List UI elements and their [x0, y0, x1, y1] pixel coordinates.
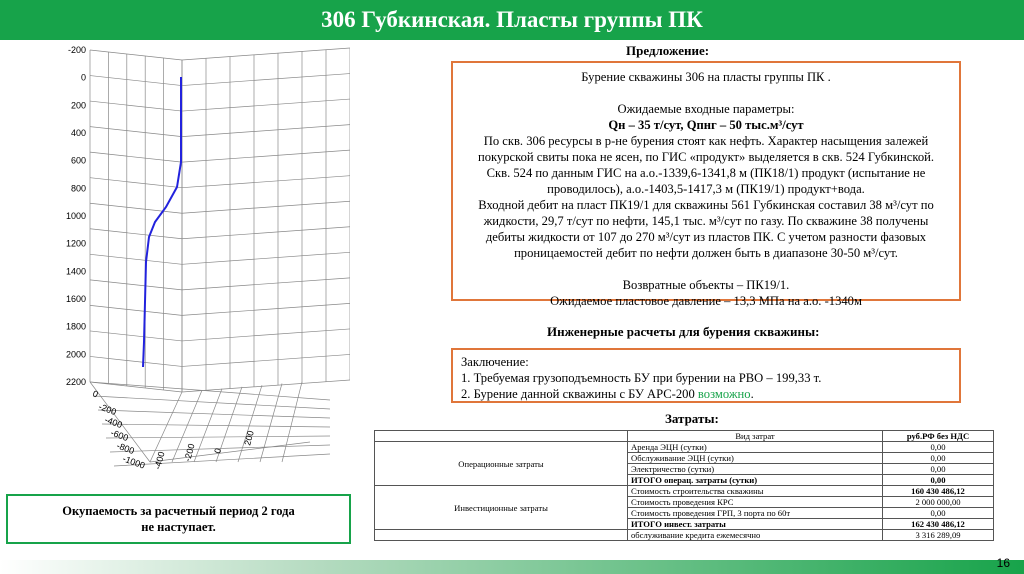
- operational-rows: [375, 442, 994, 486]
- grid-line: [282, 382, 302, 462]
- table-row: [375, 486, 994, 497]
- proposal-line: По скв. 306 ресурсы в р-не бурения стоят как нефть. Характер насыщения залежей: [483, 134, 929, 148]
- grid-line: [182, 303, 350, 315]
- costs-heading: Затраты:: [665, 411, 719, 426]
- cost-value: 0,00: [883, 464, 994, 475]
- z-tick-label: -200: [67, 45, 86, 55]
- z-tick-label: 600: [70, 155, 86, 166]
- col-value-header: руб.РФ без НДС: [883, 431, 994, 442]
- grid-line: [182, 74, 350, 86]
- grid-line: [182, 329, 350, 341]
- cost-value: 160 430 486,12: [883, 486, 994, 497]
- cost-name: ИТОГО операц. затраты (сутки): [628, 475, 883, 486]
- grid-line: [90, 254, 182, 264]
- cost-value: 2 000 000,00: [883, 497, 994, 508]
- table-header-row: [375, 431, 994, 442]
- table-row: [375, 530, 994, 541]
- cost-group-label: Инвестиционные затраты: [375, 486, 628, 530]
- grid-line: [90, 305, 182, 315]
- grid-line: [182, 150, 350, 162]
- grid-line: [90, 280, 182, 290]
- payback-line-2: не наступает.: [141, 520, 216, 534]
- grid-line: [90, 152, 182, 162]
- conclusion-box: [451, 348, 961, 403]
- cost-name: Обслуживание ЭЦН (сутки): [628, 453, 883, 464]
- conclusion-label: Заключение:: [461, 355, 529, 369]
- x-tick-label: -800: [115, 440, 136, 457]
- conclusion-item-2: [461, 386, 951, 402]
- cost-value: 0,00: [883, 475, 994, 486]
- costs-table: [374, 430, 994, 541]
- table-row: [375, 442, 994, 453]
- possible-highlight: возможно: [697, 387, 751, 401]
- z-tick-label: 800: [70, 183, 86, 194]
- footer-bar: [0, 560, 1024, 574]
- x-tick-label: -400: [103, 414, 124, 431]
- grid-line: [182, 252, 350, 264]
- grid-line: [182, 354, 350, 366]
- loan-value: 3 316 289,09: [883, 530, 994, 541]
- proposal-line: Ожидаемое пластовое давление – 13,3 МПа на а.о. -1340м: [550, 294, 862, 308]
- conclusion-item-2-text: 2. Бурение данной скважины с БУ АРС-200: [461, 387, 698, 401]
- grid-line: [90, 382, 330, 400]
- grid-line: [90, 127, 182, 137]
- cost-name: ИТОГО инвест. затраты: [628, 519, 883, 530]
- engineering-heading: Инженерные расчеты для бурения скважины:: [547, 324, 820, 339]
- z-tick-label: 1200: [65, 238, 86, 249]
- grid-line: [182, 278, 350, 290]
- z-tick-label: 1800: [65, 321, 86, 332]
- z-tick-label: 2000: [65, 349, 86, 360]
- investment-rows: [375, 486, 994, 530]
- grid-line: [90, 382, 182, 392]
- loan-empty-cell: [375, 530, 628, 541]
- loan-name: обслуживание кредита ежемесячно: [628, 530, 883, 541]
- z-tick-label: 1000: [65, 211, 86, 221]
- cost-name: Стоимость проведения ГРП, 3 порта по 60т: [628, 508, 883, 519]
- z-tick-label: 2200: [65, 377, 86, 387]
- grid-line: [182, 48, 350, 60]
- trajectory-svg: [50, 42, 350, 477]
- table-corner-cell: [375, 431, 628, 442]
- grid-line: [114, 454, 330, 466]
- cost-name: Электричество (сутки): [628, 464, 883, 475]
- grid-line: [150, 392, 182, 462]
- grid-line: [90, 178, 182, 188]
- slide-title: 306 Губкинская. Пласты группы ПК: [0, 0, 1024, 40]
- z-tick-label: 1600: [65, 294, 86, 304]
- proposal-heading: Предложение:: [626, 43, 710, 58]
- cost-group-label: Операционные затраты: [375, 442, 628, 486]
- grid-line: [182, 380, 350, 392]
- proposal-line: дебиты жидкости от 107 до 270 м³/сут из пластов ПК. С учетом разности фазовых: [485, 230, 927, 244]
- proposal-line: проницаемостей дебит по нефти должен быть в диапазоне 30-50 м³/сут.: [514, 246, 898, 260]
- page-number: 16: [996, 556, 1010, 570]
- grid-line: [182, 227, 350, 239]
- conclusion-item-1: 1. Требуемая грузоподъемность БУ при бурении на РВО – 199,33 т.: [461, 371, 822, 385]
- grid-line: [182, 201, 350, 213]
- proposal-line: Ожидаемые входные параметры:: [617, 102, 795, 116]
- grid-line: [90, 331, 182, 341]
- proposal-line: покурской свиты пока не ясен, по ГИС «продукт» выделяется в скв. 524 Губкинской.: [477, 150, 935, 164]
- grid-line: [94, 396, 330, 409]
- proposal-box: [451, 61, 961, 308]
- z-tick-label: 200: [70, 100, 86, 111]
- y-tick-label: -400: [152, 450, 167, 471]
- payback-line-1: Окупаемость за расчетный период 2 года: [62, 504, 295, 518]
- grid-line: [90, 356, 182, 366]
- y-tick-label: 0: [212, 447, 224, 455]
- well-trajectory-line: [143, 77, 181, 367]
- payback-box: [6, 494, 351, 544]
- proposal-line: жидкости, 29,7 т/сут по нефти, 145,1 тыс. м³/сут по газу. По скважине 38 получены: [483, 214, 929, 228]
- cost-value: 0,00: [883, 453, 994, 464]
- cost-name: Аренда ЭЦН (сутки): [628, 442, 883, 453]
- well-trajectory-plot: [50, 42, 350, 477]
- proposal-text: [467, 69, 945, 309]
- z-tick-label: 0: [80, 72, 86, 83]
- cost-value: 0,00: [883, 442, 994, 453]
- proposal-line: Бурение скважины 306 на пласты группы ПК .: [581, 70, 831, 84]
- proposal-line: проводилось), а.о.-1403,5-1417,3 м (ПК19/1) продукт+вода.: [547, 182, 865, 196]
- grid-line: [90, 50, 182, 60]
- proposal-line: [467, 261, 945, 277]
- conclusion-item-2-end: .: [750, 387, 754, 401]
- proposal-line: Скв. 524 по данным ГИС на а.о.-1339,6-1341,8 м (ПК18/1) продукт (испытание не: [486, 166, 926, 180]
- grid-line: [90, 76, 182, 86]
- grid-line: [182, 125, 350, 137]
- grid-line: [182, 176, 350, 188]
- grid-line: [90, 229, 182, 239]
- cost-value: 0,00: [883, 508, 994, 519]
- proposal-line: Qн – 35 т/сут, Qпнг – 50 тыс.м³/сут: [608, 118, 804, 132]
- y-tick-label: 200: [242, 429, 256, 447]
- grid-line: [182, 99, 350, 111]
- grid-line: [98, 410, 330, 418]
- cost-name: Стоимость строительства скважины: [628, 486, 883, 497]
- grid-line: [106, 436, 330, 438]
- x-tick-label: -600: [109, 427, 130, 444]
- x-tick-label: 0: [91, 388, 100, 400]
- proposal-line: Возвратные объекты – ПК19/1.: [622, 278, 790, 292]
- y-tick-label: -200: [182, 442, 197, 463]
- grid-line: [102, 424, 330, 427]
- x-tick-label: -200: [97, 401, 118, 418]
- proposal-line: Входной дебит на пласт ПК19/1 для скважины 561 Губкинская составил 38 м³/сут по: [478, 198, 934, 212]
- cost-value: 162 430 486,12: [883, 519, 994, 530]
- z-tick-label: 1400: [65, 266, 86, 277]
- col-type-header: Вид затрат: [628, 431, 883, 442]
- proposal-line: [467, 85, 945, 101]
- grid-line: [90, 101, 182, 111]
- floor-edge: [150, 442, 310, 462]
- cost-name: Стоимость проведения КРС: [628, 497, 883, 508]
- x-tick-label: -1000: [121, 453, 147, 471]
- z-tick-label: 400: [70, 128, 86, 138]
